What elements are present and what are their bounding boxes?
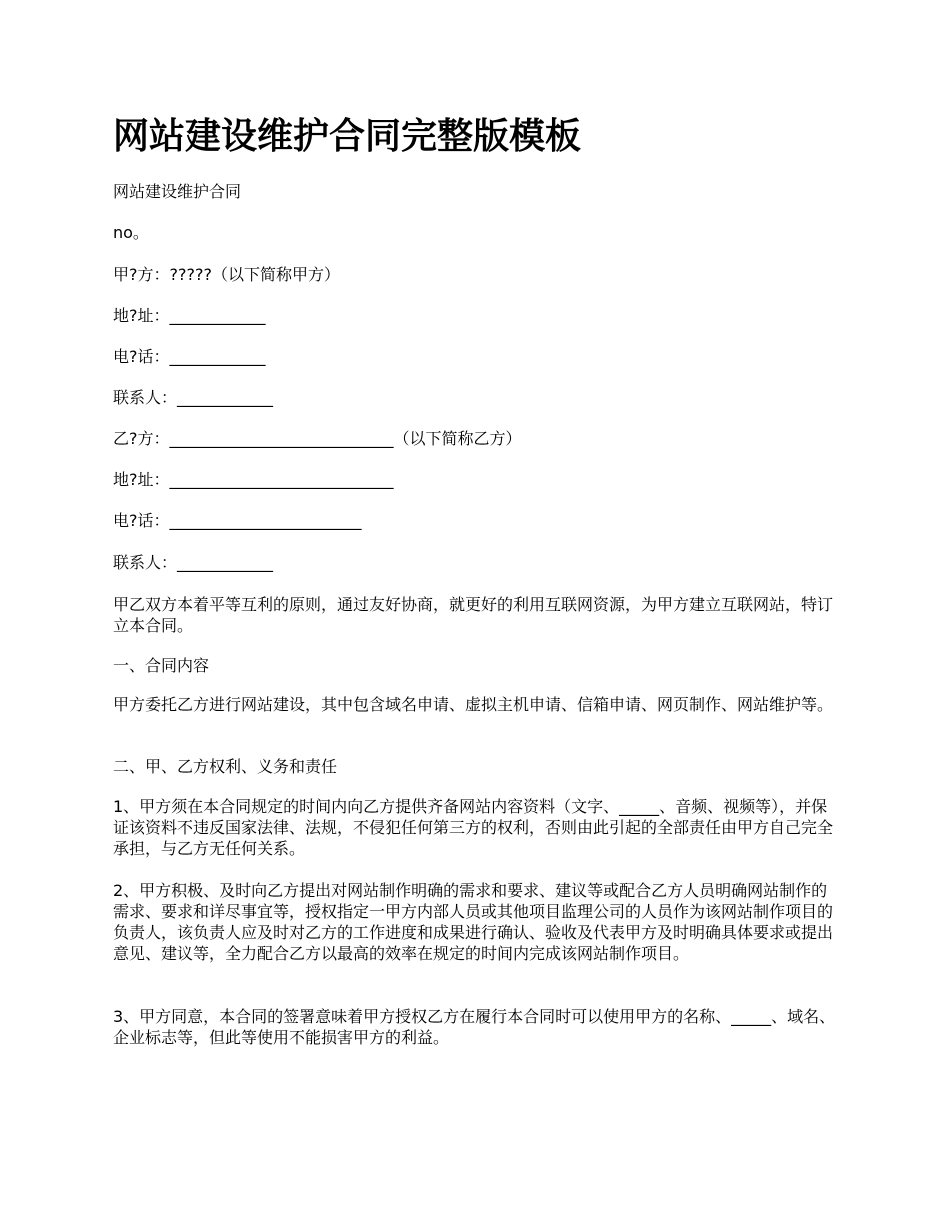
party-b-contact: 联系人：____________ (113, 553, 274, 572)
clause-2: 2、甲方积极、及时向乙方提出对网站制作明确的需求和要求、建议等或配合乙方人员明确网站制作的需求、要求和详尽事宜等，授权指定一甲方内部人员或其他项目监理公司的人员作为该网站制作项目的负责人，该负责人应及时对乙方的工作进度和成果进行确认、验收及代表甲方及时明确具体要求或提出意见、建议等，全力配合乙方以最高的效率在规定的时间内完成该网站制作项目。 (113, 881, 834, 963)
party-a-phone: 电?话：____________ (113, 347, 266, 366)
party-b-name: 乙?方：____________________________（以下简称乙方） (113, 429, 522, 448)
section-heading-2: 二、甲、乙方权利、义务和责任 (113, 757, 338, 776)
contract-number: no。 (113, 223, 149, 242)
party-b-phone: 电?话：________________________ (113, 511, 362, 530)
party-a-address: 地?址：____________ (113, 306, 266, 325)
clause-3: 3、甲方同意，本合同的签署意味着甲方授权乙方在履行本合同时可以使用甲方的名称、_____、域名、企业标志等，但此等使用不能损害甲方的利益。 (113, 1007, 836, 1047)
document-title: 网站建设维护合同完整版模板 (113, 115, 582, 157)
clause-1: 1、甲方须在本合同规定的时间内向乙方提供齐备网站内容资料（文字、_____、音频、视频等），并保证该资料不违反国家法律、法规，不侵犯任何第三方的权利，否则由此引起的全部责任由甲方自己完全承担，与乙方无任何关系。 (113, 797, 834, 858)
section-1-body: 甲方委托乙方进行网站建设，其中包含域名申请、虚拟主机申请、信箱申请、网页制作、网站维护等。 (113, 695, 834, 714)
party-b-address: 地?址：____________________________ (113, 470, 394, 489)
section-heading-1: 一、合同内容 (113, 656, 210, 675)
contract-subtitle: 网站建设维护合同 (113, 182, 242, 201)
preamble-paragraph: 甲乙双方本着平等互利的原则，通过友好协商，就更好的利用互联网资源，为甲方建立互联网站，特订立本合同。 (113, 595, 834, 635)
party-a-contact: 联系人：____________ (113, 388, 274, 407)
party-a-name: 甲?方：?????（以下简称甲方） (113, 265, 340, 284)
